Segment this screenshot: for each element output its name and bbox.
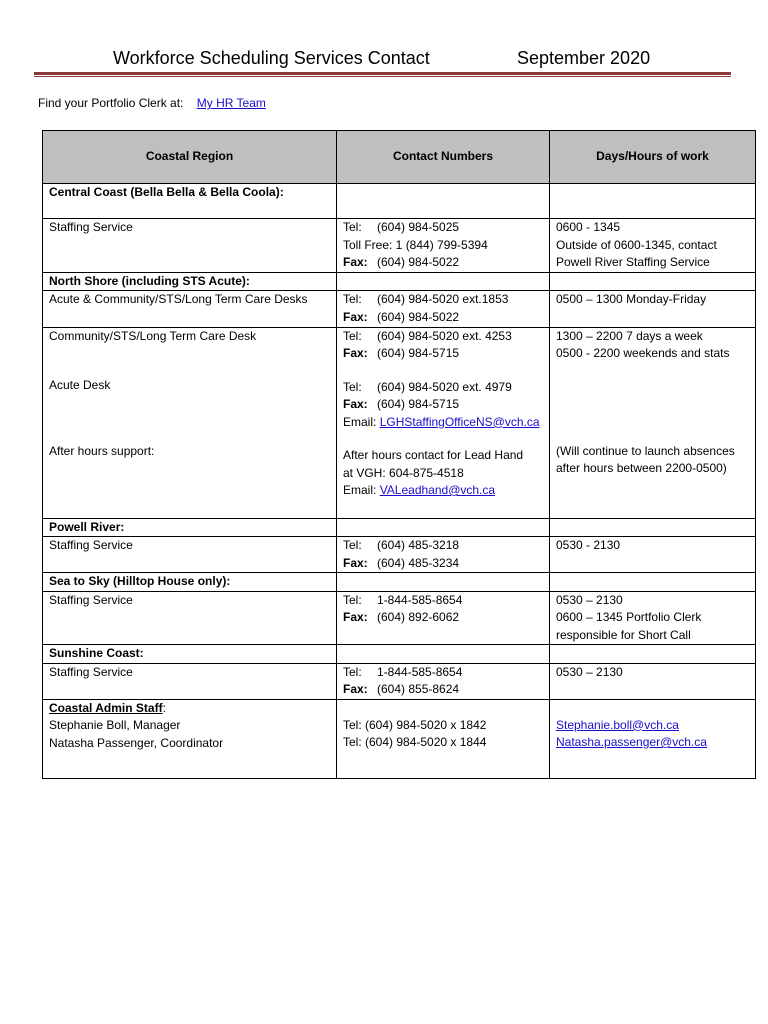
service-name: Staffing Service bbox=[43, 219, 337, 273]
intro-line bbox=[38, 96, 266, 110]
my-hr-team-link[interactable]: My HR Team bbox=[196, 96, 266, 110]
service-name: Acute & Community/STS/Long Term Care Desks bbox=[43, 291, 337, 328]
va-leadhand-email-link[interactable]: VALeadhand@vch.ca bbox=[379, 483, 496, 497]
service-name: Staffing Service bbox=[43, 591, 337, 645]
section-title: Sunshine Coast: bbox=[43, 645, 337, 664]
section-row-powell-river bbox=[43, 518, 756, 537]
intro-text: Find your Portfolio Clerk at: bbox=[38, 96, 184, 110]
contact-cell: Tel: (604) 984-5025 Toll Free: 1 (844) 799-5394 Fax: (604) 984-5022 bbox=[337, 219, 550, 273]
table-row bbox=[43, 219, 756, 273]
header-rule-thin bbox=[34, 76, 731, 77]
natasha-email-link[interactable]: Natasha.passenger@vch.ca bbox=[556, 735, 707, 749]
lgh-staffing-email-link[interactable]: LGHStaffingOfficeNS@vch.ca bbox=[379, 414, 540, 429]
section-title: North Shore (including STS Acute): bbox=[43, 272, 337, 291]
hours-cell: 0530 – 2130 bbox=[550, 663, 756, 699]
hours-cell: 1300 – 2200 7 days a week 0500 - 2200 weekends and stats (Will continue to launch absences after hours between 2200-0500) bbox=[550, 327, 756, 518]
section-title: Sea to Sky (Hilltop House only): bbox=[43, 573, 337, 592]
page-title: Workforce Scheduling Services Contact bbox=[113, 48, 430, 68]
table-row bbox=[43, 327, 756, 518]
stephanie-email-link[interactable]: Stephanie.boll@vch.ca bbox=[556, 717, 679, 732]
contact-cell: Tel: (604) 984-5020 ext.1853 Fax: (604) 984-5022 bbox=[337, 291, 550, 328]
col-header-contact: Contact Numbers bbox=[337, 131, 550, 184]
table-row-admin bbox=[43, 699, 756, 779]
service-name: Staffing Service bbox=[43, 537, 337, 573]
table-header-row bbox=[43, 131, 756, 184]
service-name: Community/STS/Long Term Care Desk Acute Desk After hours support: bbox=[43, 327, 337, 518]
admin-phone-cell: Tel: (604) 984-5020 x 1842 Tel: (604) 984-5020 x 1844 bbox=[337, 699, 550, 779]
section-row-central-coast bbox=[43, 184, 756, 219]
table-row bbox=[43, 663, 756, 699]
table-row bbox=[43, 591, 756, 645]
section-title: Powell River: bbox=[43, 518, 337, 537]
section-row-north-shore bbox=[43, 272, 756, 291]
service-name: Staffing Service bbox=[43, 663, 337, 699]
hours-cell: 0500 – 1300 Monday-Friday bbox=[550, 291, 756, 328]
contact-cell: Tel: 1-844-585-8654 Fax: (604) 892-6062 bbox=[337, 591, 550, 645]
contact-cell: Tel: 1-844-585-8654 Fax: (604) 855-8624 bbox=[337, 663, 550, 699]
hours-cell: 0530 - 2130 bbox=[550, 537, 756, 573]
contact-cell: Tel: (604) 984-5020 ext. 4253 Fax: (604) 984-5715 Tel: (604) 984-5020 ext. 4979 Fax: (604) 984-5715 Email: LGHStaffingOfficeNS@vch.ca After hours contact for Lead Hand at VGH: 604-875-4518 Email: VALeadhand@vch.ca bbox=[337, 327, 550, 518]
table-row bbox=[43, 537, 756, 573]
hours-cell: 0530 – 2130 0600 – 1345 Portfolio Clerk responsible for Short Call bbox=[550, 591, 756, 645]
section-row-sea-to-sky bbox=[43, 573, 756, 592]
admin-email-cell bbox=[550, 699, 756, 779]
col-header-region: Coastal Region bbox=[43, 131, 337, 184]
col-header-hours: Days/Hours of work bbox=[550, 131, 756, 184]
contact-cell: Tel: (604) 485-3218 Fax: (604) 485-3234 bbox=[337, 537, 550, 573]
admin-staff-cell: Coastal Admin Staff: Stephanie Boll, Manager Natasha Passenger, Coordinator bbox=[43, 699, 337, 779]
contact-table bbox=[42, 130, 756, 779]
page-date: September 2020 bbox=[517, 48, 651, 68]
header-rule bbox=[34, 72, 731, 75]
section-row-sunshine-coast bbox=[43, 645, 756, 664]
hours-cell: 0600 - 1345 Outside of 0600-1345, contact Powell River Staffing Service bbox=[550, 219, 756, 273]
section-title: Central Coast (Bella Bella & Bella Coola): bbox=[43, 184, 337, 219]
table-row bbox=[43, 291, 756, 328]
